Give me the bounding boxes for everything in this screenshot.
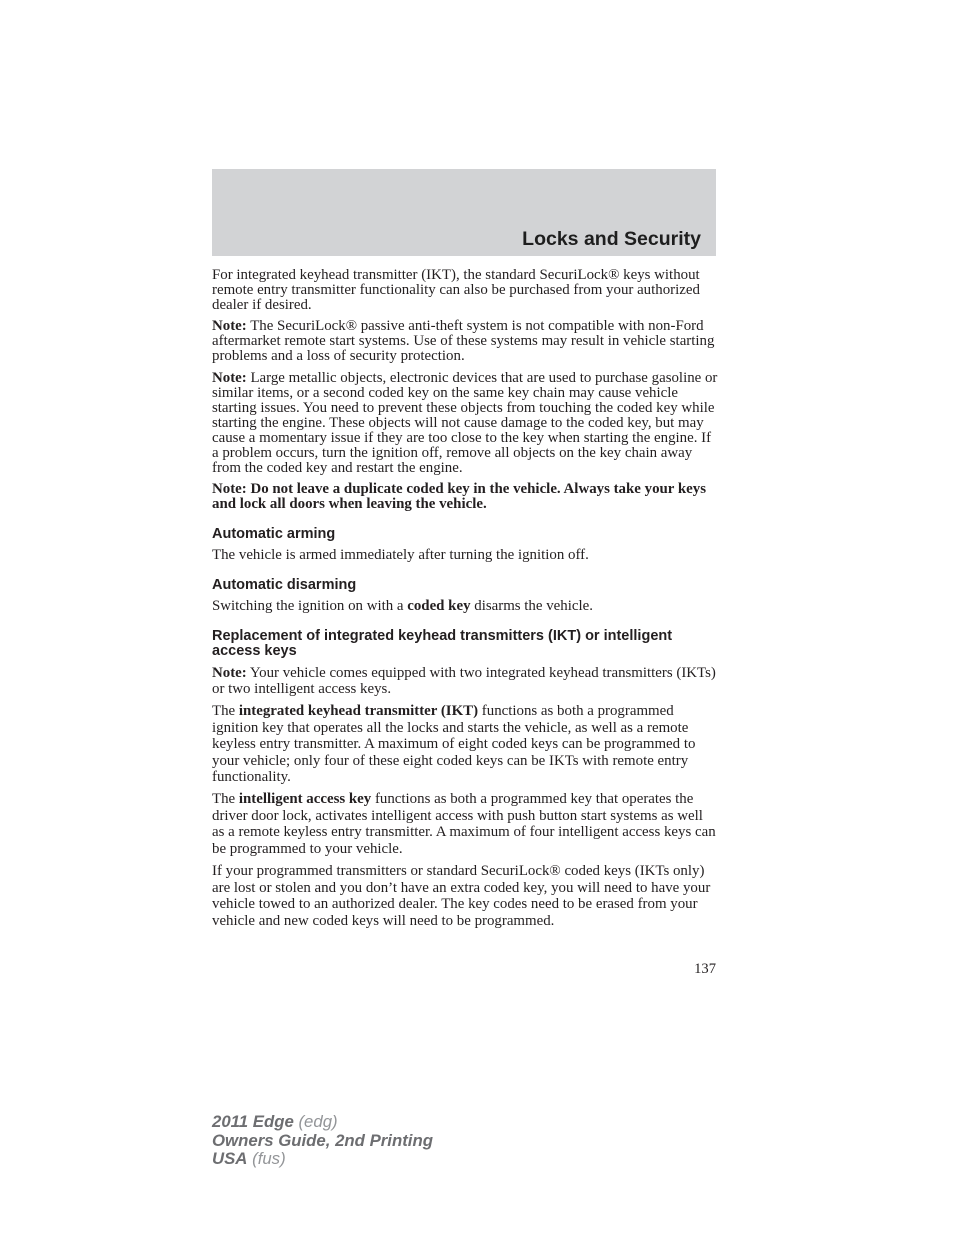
- heading-automatic-disarming: Automatic disarming: [212, 577, 357, 593]
- paragraph-automatic-disarming: [212, 599, 718, 614]
- footer-guide: Owners Guide, 2nd Printing: [212, 1130, 433, 1150]
- paragraph-lost-keys: If your programmed transmitters or standard SecuriLock® coded keys (IKTs only) are lost or stolen and you don’t have an extra coded key, you will need to have your vehicle towed to an authorized dealer. The key codes need to be erased from your vehicle and new coded keys will need to be programmed.: [212, 863, 711, 929]
- text-before: The: [212, 791, 239, 808]
- note-text: Your vehicle comes equipped with two integrated keyhead transmitters (IKTs) or two intelligent access keys.: [212, 664, 716, 697]
- paragraph-intelligent-access-key: [212, 791, 718, 857]
- text-after: disarms the vehicle.: [470, 597, 593, 614]
- heading-automatic-arming: Automatic arming: [212, 526, 336, 543]
- paragraph-ikt-description: [212, 703, 718, 785]
- note-text: The SecuriLock® passive anti-theft system is not compatible with non-Ford aftermarket remote start systems. Use of these systems may result in vehicle starting problems and a loss of security protection.: [212, 318, 715, 365]
- bold-note: Note: Do not leave a duplicate coded key in the vehicle. Always take your keys and lock all doors when leaving the vehicle.: [212, 481, 706, 513]
- paragraph-ikt-securilock: For integrated keyhead transmitter (IKT), the standard SecuriLock® keys without remote entry transmitter functionality can also be purchased from your authorized dealer if desired.: [212, 267, 700, 314]
- bold-term: coded key: [407, 597, 471, 614]
- footer-model-code: (edg): [293, 1112, 338, 1131]
- footer-model: 2011 Edge: [212, 1112, 294, 1131]
- section-header-band: [212, 169, 716, 256]
- text-before: Switching the ignition on with a: [212, 597, 408, 614]
- page-content: [212, 268, 718, 935]
- text-after: functions as both a programmed ignition key that operates all the locks and starts the vehicle, as well as a remote keyless entry transmitter. A maximum of eight coded keys can be programmed to your vehicle; only four of these eight coded keys can be IKTs with remote entry functionality.: [212, 703, 696, 786]
- note-label: Note:: [212, 318, 247, 335]
- heading-replacement: Replacement of integrated keyhead transmitters (IKT) or intelligent access keys: [212, 627, 673, 660]
- footer-line-market: [212, 1150, 433, 1169]
- note-label: Note:: [212, 369, 247, 386]
- bold-term: integrated keyhead transmitter (IKT): [238, 703, 479, 720]
- footer-line-model: [212, 1113, 433, 1132]
- note-label: Note:: [212, 664, 247, 681]
- paragraph-replacement-note: [212, 665, 718, 698]
- footer-line-guide: [212, 1132, 433, 1151]
- section-title: Locks and Security: [522, 228, 701, 250]
- footer-imprint: [212, 1113, 433, 1169]
- paragraph-note-metallic-objects: [212, 371, 718, 477]
- note-text: Large metallic objects, electronic devices that are used to purchase gasoline or similar items, or a second coded key on the same key chain may cause vehicle starting issues. You need to prevent these objects from touching the coded key while starting the engine. These objects will not cause damage to the coded key, but may cause a momentary issue if they are too close to the key when starting the engine. If a problem occurs, turn the ignition off, remove all objects on the key chain away from the coded key and restart the engine.: [212, 369, 718, 477]
- footer-market-code: (fus): [247, 1149, 286, 1169]
- text-before: The: [212, 703, 239, 720]
- paragraph-automatic-arming: The vehicle is armed immediately after turning the ignition off.: [212, 546, 589, 563]
- paragraph-note-duplicate-key: [212, 482, 718, 512]
- text-after: functions as both a programmed key that operates the driver door lock, activates intelligent access with push button start systems as well as a remote keyless entry transmitter. A maximum of four intelligent access keys can be programmed to your vehicle.: [212, 791, 716, 857]
- footer-market: USA: [212, 1149, 248, 1169]
- paragraph-note-remote-start: [212, 319, 718, 364]
- bold-term: intelligent access key: [238, 791, 372, 808]
- page-number: 137: [694, 961, 716, 977]
